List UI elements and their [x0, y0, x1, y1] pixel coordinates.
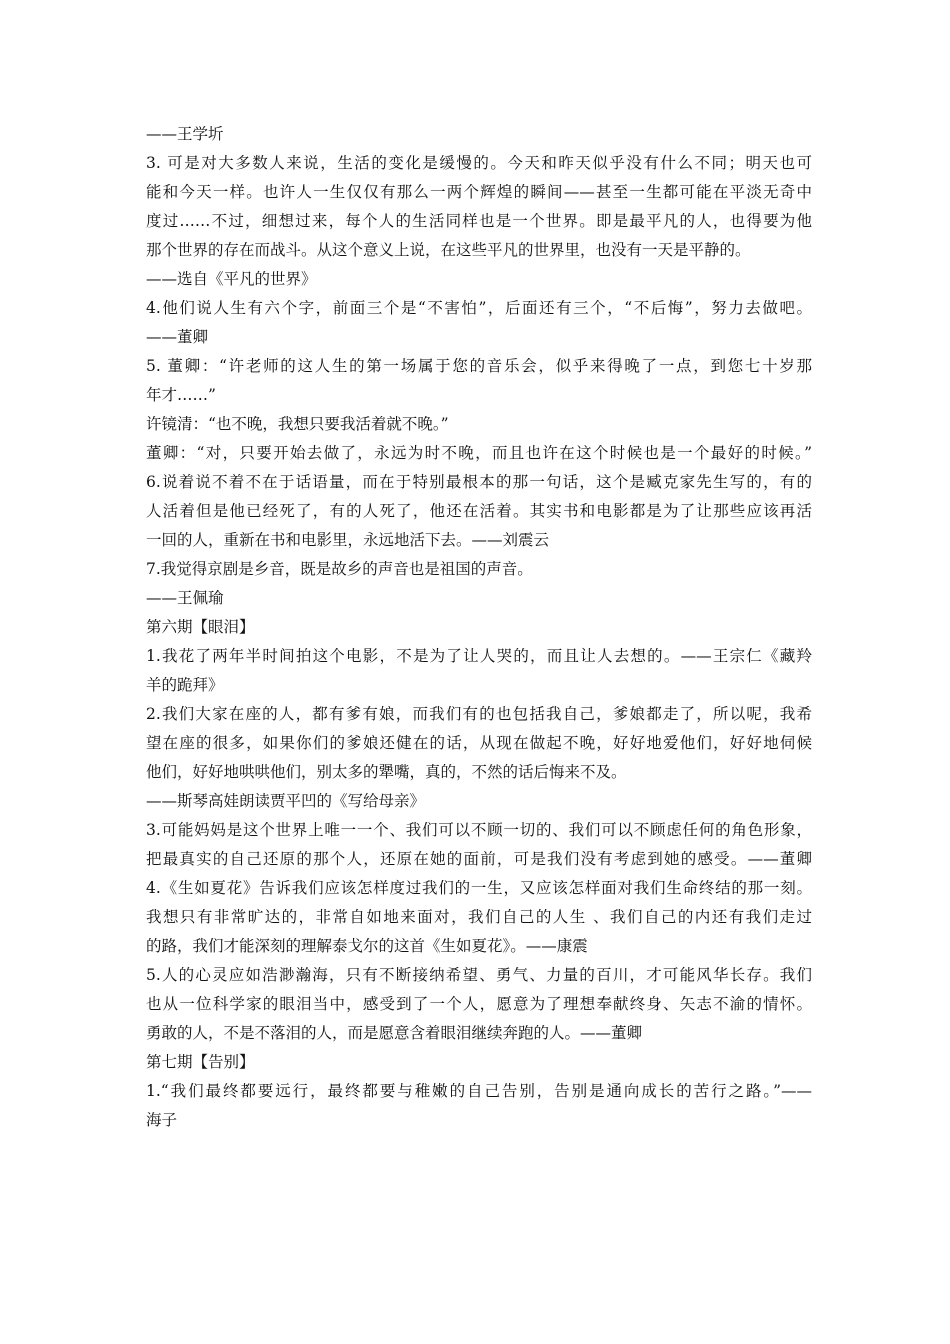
text-line: 许镜清：“也不晚，我想只要我活着就不晚。”	[146, 415, 449, 433]
text-line: 度过……不过，细想过来，每个人的生活同样也是一个世界。即是最平凡的人，也得要为他	[146, 212, 812, 230]
text-line: 一回的人，重新在书和电影里，永远地活下去。——刘震云	[146, 531, 550, 549]
text-line: ——王学圻	[146, 125, 224, 143]
text-line: 董卿：“对，只要开始去做了，永远为时不晚，而且也许在这个时候也是一个最好的时候。”	[146, 444, 812, 462]
text-line: 5.人的心灵应如浩渺瀚海，只有不断接纳希望、勇气、力量的百川，才可能风华长存。我们	[146, 966, 812, 984]
text-line: 把最真实的自己还原的那个人，还原在她的面前，可是我们没有考虑到她的感受。——董卿	[146, 850, 812, 868]
text-line: ——董卿	[146, 328, 209, 346]
text-line: 5. 董卿：“许老师的这人生的第一场属于您的音乐会，似乎来得晚了一点，到您七十岁那	[146, 357, 812, 375]
text-line: 3.可能妈妈是这个世界上唯一一个、我们可以不顾一切的、我们可以不顾虑任何的角色形象，	[146, 821, 812, 839]
text-line: 6.说着说不着不在于话语量，而在于特别最根本的那一句话，这个是臧克家先生写的，有的	[146, 473, 812, 491]
text-line: 1.“我们最终都要远行，最终都要与稚嫩的自己告别，告别是通向成长的苦行之路。”——	[146, 1082, 812, 1100]
text-line: 勇敢的人，不是不落泪的人，而是愿意含着眼泪继续奔跑的人。——董卿	[146, 1024, 643, 1042]
text-line: 第六期【眼泪】	[146, 618, 255, 636]
text-line: 望在座的很多，如果你们的爹娘还健在的话，从现在做起不晚，好好地爱他们，好好地伺候	[146, 734, 812, 752]
text-line: 也从一位科学家的眼泪当中，感受到了一个人，愿意为了理想奉献终身、矢志不渝的情怀。	[146, 995, 812, 1013]
text-line: 的路，我们才能深刻的理解泰戈尔的这首《生如夏花》。——康震	[146, 937, 588, 955]
text-line: 3. 可是对大多数人来说，生活的变化是缓慢的。今天和昨天似乎没有什么不同；明天也可	[146, 154, 812, 172]
text-line: 4.《生如夏花》告诉我们应该怎样度过我们的一生，又应该怎样面对我们生命终结的那一刻。	[146, 879, 812, 897]
text-line: 那个世界的存在而战斗。从这个意义上说，在这些平凡的世界里，也没有一天是平静的。	[146, 241, 751, 259]
text-line: 我想只有非常旷达的，非常自如地来面对，我们自己的人生 、我们自己的内还有我们走过	[146, 908, 812, 926]
text-line: 能和今天一样。也许人一生仅仅有那么一两个辉煌的瞬间——甚至一生都可能在平淡无奇中	[146, 183, 812, 201]
text-line: 1.我花了两年半时间拍这个电影，不是为了让人哭的，而且让人去想的。——王宗仁《藏羚	[146, 647, 812, 665]
text-line: 7.我觉得京剧是乡音，既是故乡的声音也是祖国的声音。	[146, 560, 533, 578]
text-line: 第七期【告别】	[146, 1053, 255, 1071]
text-line: 他们，好好地哄哄他们，别太多的犟嘴，真的，不然的话后悔来不及。	[146, 763, 627, 781]
text-line: ——选自《平凡的世界》	[146, 270, 317, 288]
text-line: 羊的跪拜》	[146, 676, 224, 694]
document-page	[146, 120, 812, 1135]
text-line: 2.我们大家在座的人，都有爹有娘，而我们有的也包括我自己，爹娘都走了，所以呢，我希	[146, 705, 812, 723]
text-line: 海子	[146, 1111, 178, 1129]
text-line: ——王佩瑜	[146, 589, 224, 607]
text-line: 年才……”	[146, 386, 216, 404]
text-line: ——斯琴高娃朗读贾平凹的《写给母亲》	[146, 792, 426, 810]
text-line: 人活着但是他已经死了，有的人死了，他还在活着。其实书和电影都是为了让那些应该再活	[146, 502, 812, 520]
text-line: 4.他们说人生有六个字，前面三个是“不害怕”，后面还有三个，“不后悔”，努力去做吧。	[146, 299, 812, 317]
